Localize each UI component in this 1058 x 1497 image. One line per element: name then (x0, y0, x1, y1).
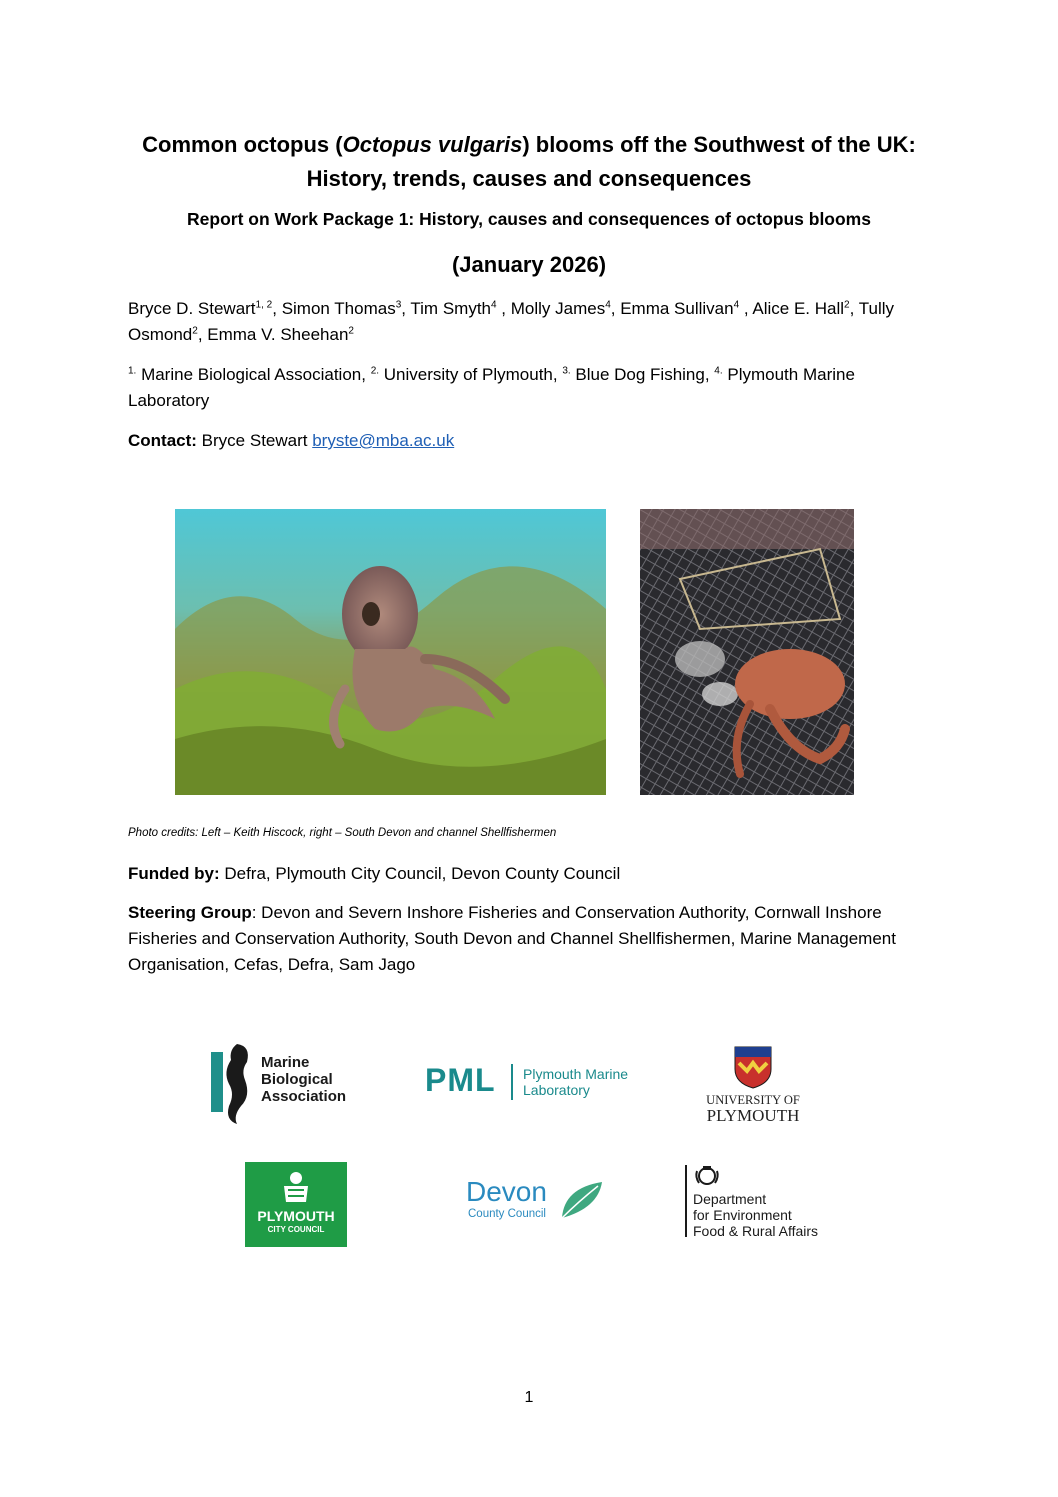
page-number: 1 (524, 1389, 534, 1406)
uop-wordmark: UNIVERSITY OF PLYMOUTH (706, 1093, 800, 1125)
steering-label: Steering Group (128, 903, 252, 922)
document-title (80, 128, 978, 196)
mba-wordmark: Marine Biological Association (261, 1054, 347, 1105)
funded-text: Defra, Plymouth City Council, Devon County Council (219, 864, 621, 883)
pml-fullname: Plymouth Marine Laboratory (523, 1066, 629, 1098)
funding-statement (128, 861, 928, 887)
leaf-icon (558, 1178, 606, 1222)
steering-group-statement (128, 900, 928, 978)
contact-label: Contact: (128, 431, 197, 450)
title-line-1: Common octopus (Octopus vulgaris) blooms off the Southwest of the UK: (142, 132, 916, 157)
author: Emma V. Sheehan$^2$ (207, 325, 354, 344)
affiliation: $^{1.}$ Marine Biological Association, (128, 365, 371, 384)
author: Tim Smyth$^4$ , (410, 299, 511, 318)
defra-wordmark: Department for Environment Food & Rural Affairs (693, 1191, 819, 1239)
contact-email-link[interactable]: bryste@mba.ac.uk (312, 431, 455, 450)
university-of-plymouth-logo (693, 1045, 813, 1125)
author: Simon Thomas$^3$, (281, 299, 411, 318)
document-date: (January 2026) (451, 252, 607, 277)
funded-label: Funded by: (128, 864, 220, 883)
marine-biological-association-logo (211, 1040, 371, 1126)
author: Molly James$^4$, (510, 299, 621, 318)
shield-icon (733, 1045, 773, 1089)
devon-wordmark: Devon (466, 1176, 547, 1207)
devon-county-council-logo (466, 1176, 611, 1226)
title-line-2: History, trends, causes and consequences (306, 166, 752, 191)
author: Tully Osmond$^2$, (128, 299, 894, 344)
defra-divider (685, 1165, 687, 1237)
author: Emma Sullivan$^4$ , (620, 299, 753, 318)
author: Bryce D. Stewart$^{1, 2}$, (128, 299, 282, 318)
royal-crest-icon (693, 1165, 721, 1187)
affiliation: $^{3.}$ Blue Dog Fishing, (562, 365, 715, 384)
contact-line (128, 428, 928, 454)
pcc-wordmark: PLYMOUTH CITY COUNCIL (257, 1208, 335, 1234)
affiliation-list (128, 362, 928, 414)
photo-credits: Photo credits: Left – Keith Hiscock, right – South Devon and channel Shellfishermen (128, 827, 557, 839)
document-subtitle: Report on Work Package 1: History, causes and consequences of octopus blooms (187, 209, 871, 229)
pml-wordmark: PML (425, 1062, 496, 1098)
plymouth-city-council-logo (245, 1162, 347, 1247)
contact-name: Bryce Stewart (196, 431, 313, 450)
plymouth-marine-laboratory-logo (425, 1062, 645, 1106)
seahorse-icon (211, 1040, 255, 1126)
affiliation: $^{4.}$ Plymouth Marine Laboratory (128, 365, 855, 410)
crest-icon (276, 1168, 316, 1208)
author: Alice E. Hall$^2$, (752, 299, 859, 318)
defra-logo (685, 1165, 830, 1240)
octopus-seabed-photo (175, 509, 606, 795)
steering-text: : Devon and Severn Inshore Fisheries and Conservation Authority, Cornwall Inshore Fisheries and Conservation Authority, South Devon and Channel Shellfishermen, Marine Management Organisation, Cefas, Defra, Sam Jago (128, 903, 896, 974)
author-list (128, 296, 928, 348)
octopus-in-trap-photo (640, 509, 854, 795)
affiliation: $^{2.}$ University of Plymouth, (370, 365, 563, 384)
pml-divider (511, 1064, 513, 1100)
devon-subtitle: County Council (468, 1208, 546, 1220)
